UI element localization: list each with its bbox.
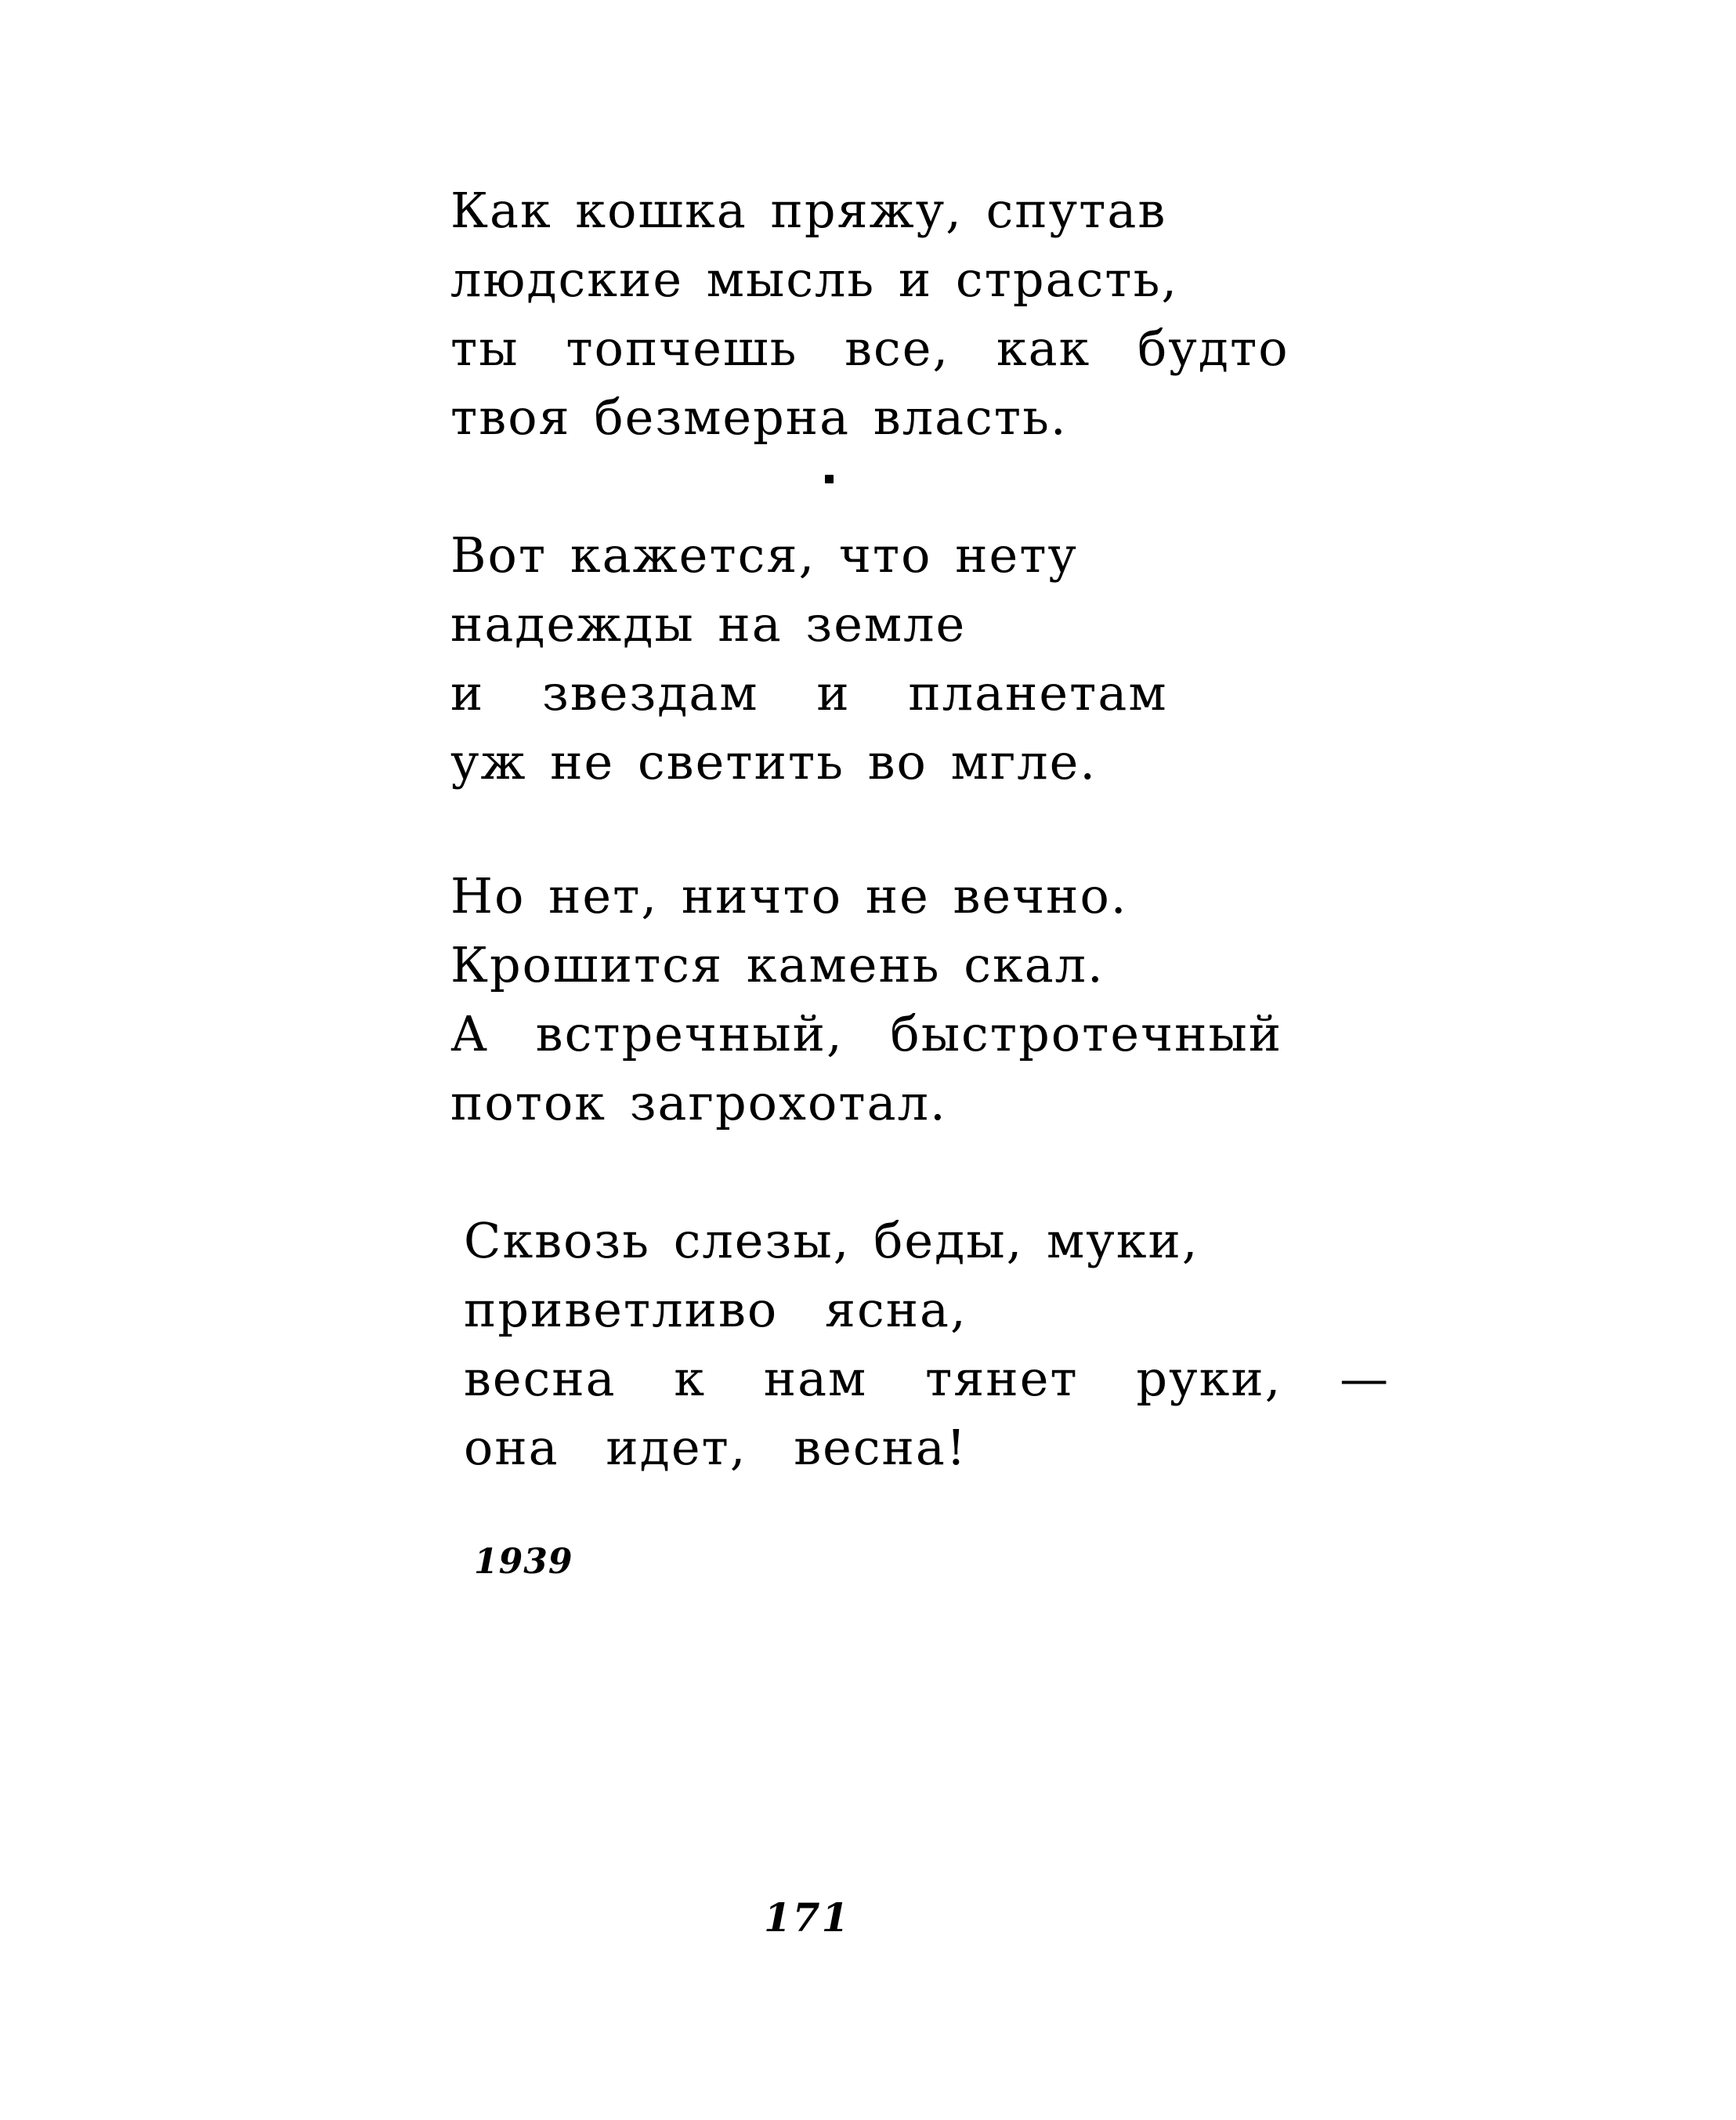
stanza-2	[450, 521, 1312, 797]
poem-line: весна к нам тянет руки, —	[464, 1350, 1391, 1407]
poem-line: надежды на земле	[450, 595, 967, 653]
stanza-3	[450, 862, 1312, 1138]
poem-line: Но нет, ничто не вечно.	[450, 867, 1128, 924]
poem-line: и звездам и планетам	[450, 664, 1168, 722]
poem-line: Вот кажется, что нету	[450, 526, 1079, 584]
poem-line: уж не светить во мгле.	[450, 733, 1098, 790]
poem-line: Крошится камень скал.	[450, 936, 1105, 993]
poem-line: она идет, весна!	[464, 1419, 967, 1476]
poem-line: А встречный, быстротечный	[450, 1005, 1283, 1062]
poem-line: твоя безмерна власть.	[450, 389, 1068, 446]
poem-line: ты топчешь все, как будто	[450, 320, 1289, 377]
poem-line: людские мысль и страсть,	[450, 251, 1179, 308]
page-number: 171	[764, 1894, 851, 1941]
poem-line: поток загрохотал.	[450, 1074, 947, 1131]
poem-line: приветливо ясна,	[464, 1281, 967, 1338]
poem-line: Сквозь слезы, беды, муки,	[464, 1212, 1199, 1269]
stanza-1	[450, 176, 1312, 452]
poem-line: Как кошка пряжу, спутав	[450, 182, 1167, 239]
stanza-4	[464, 1207, 1391, 1482]
poem-year: 1939	[474, 1542, 573, 1582]
stanza-separator-mark	[825, 475, 834, 483]
